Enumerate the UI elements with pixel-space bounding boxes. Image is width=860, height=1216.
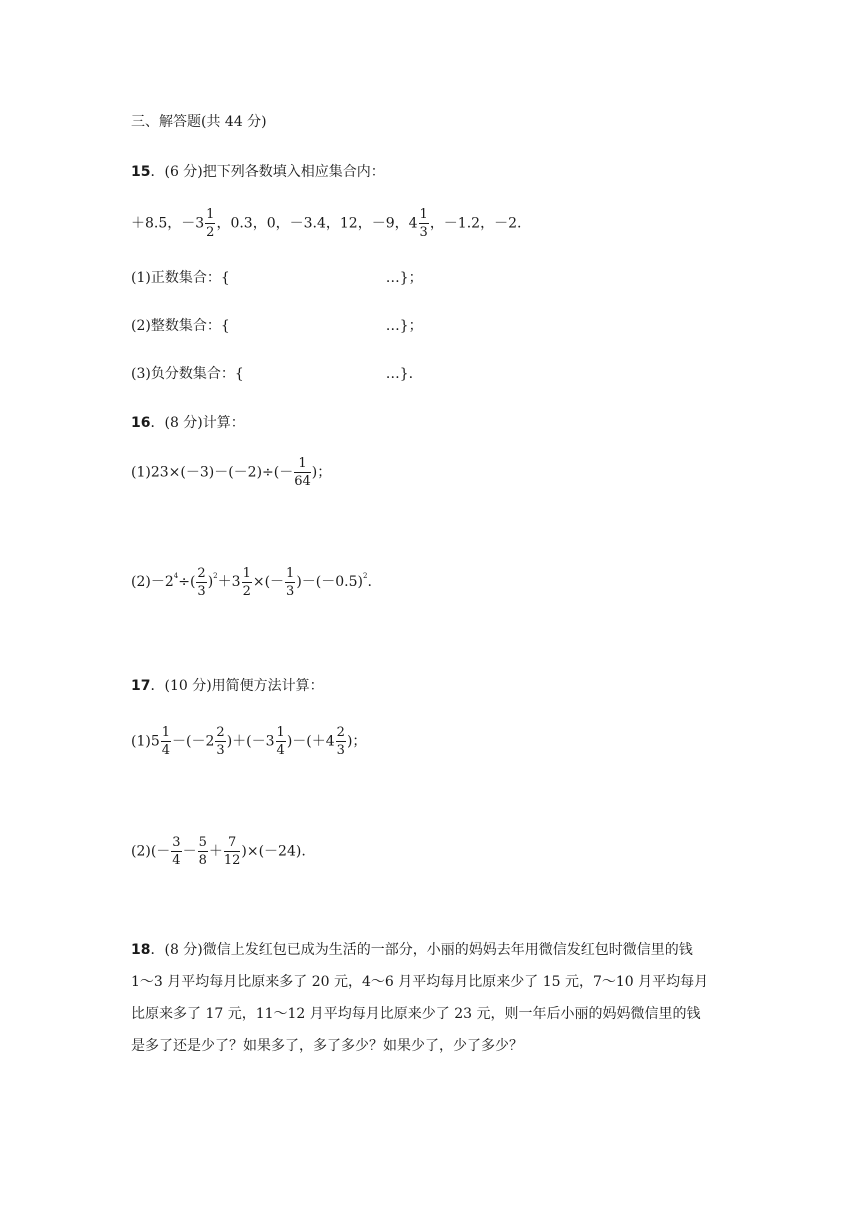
fraction (294, 457, 311, 488)
question-15-numbers (131, 208, 521, 239)
fraction-denominator: 3 (419, 225, 428, 240)
set-end: …}. (385, 366, 414, 382)
question-16-header (131, 413, 245, 433)
fraction-denominator: 12 (223, 853, 241, 868)
section-title: 三、解答题(共 44 分) (131, 114, 267, 130)
question-17-part-2 (131, 836, 306, 867)
expression-part: ＋3 (217, 574, 241, 590)
question-text: ．(8 分)微信上发红包已成为生活的一部分，小丽的妈妈去年用微信发红包时微信里的钱 (150, 942, 693, 958)
fraction-numerator: 2 (197, 565, 206, 581)
expression-part: ÷( (178, 574, 196, 590)
fraction-numerator: 1 (242, 565, 251, 581)
expression-part: )×(－24). (241, 843, 306, 860)
question-15-header (131, 162, 385, 182)
fraction-denominator: 3 (216, 743, 225, 758)
set-integer (131, 316, 423, 336)
expression-part: )＋(－3 (226, 733, 275, 750)
fraction-numerator: 1 (206, 207, 215, 222)
expression-part: )－(－0.5) (296, 574, 363, 590)
fraction (336, 726, 346, 757)
fraction (196, 567, 206, 598)
fraction (205, 208, 215, 239)
fraction (242, 567, 252, 598)
exponent: 2 (213, 572, 218, 580)
expression-part: － (182, 843, 197, 860)
fraction (276, 726, 286, 757)
fraction (215, 726, 225, 757)
fraction-numerator: 1 (161, 725, 171, 740)
fraction-denominator: 2 (206, 225, 215, 240)
set-end: …}； (385, 270, 423, 286)
fraction (171, 836, 181, 867)
expression-part: (1)5 (131, 733, 160, 750)
expression-part: (2)－2 (131, 574, 174, 590)
exponent: 2 (362, 572, 368, 580)
expression-part: )； (346, 733, 367, 750)
fraction-denominator: 4 (276, 743, 285, 758)
fraction-numerator: 1 (286, 565, 295, 581)
fraction-denominator: 3 (197, 583, 206, 599)
question-number: 17 (131, 678, 151, 694)
number-list-part: ，0.3，0，－3.4，12，－9，4 (216, 215, 418, 232)
set-label: (1)正数集合：{ (131, 270, 230, 286)
set-label: (3)负分数集合：{ (131, 366, 244, 382)
fraction-numerator: 1 (419, 207, 428, 222)
expression-part: (1)23×(－3)－(－2)÷(－ (131, 464, 294, 481)
expression-part: ×(－ (252, 574, 285, 590)
question-18-line-1 (131, 934, 731, 966)
fraction-numerator: 1 (294, 457, 311, 473)
set-negative-fraction (131, 364, 413, 384)
expression-part: ＋ (208, 843, 223, 860)
question-text: ．(8 分)计算： (150, 415, 245, 431)
fraction-denominator: 4 (161, 743, 171, 758)
expression-part: . (367, 574, 372, 590)
fraction-numerator: 2 (216, 725, 225, 740)
expression-part: (2)(－ (131, 843, 171, 860)
question-16-part-1 (131, 457, 331, 488)
set-label: (2)整数集合：{ (131, 318, 230, 334)
question-18-line-2: 1～3 月平均每月比原来多了 20 元，4～6 月平均每月比原来少了 15 元，7～10 月平均每月 (131, 974, 709, 990)
fraction-denominator: 8 (198, 853, 207, 868)
set-positive (131, 268, 423, 288)
question-text: ．(6 分)把下列各数填入相应集合内： (150, 164, 385, 180)
question-number: 16 (131, 415, 151, 431)
set-end: …}； (385, 318, 423, 334)
question-18-line-4: 是多了还是少了？如果多了，多了多少？如果少了，少了多少？ (131, 1038, 523, 1054)
fraction-denominator: 64 (294, 474, 311, 489)
fraction-numerator: 5 (198, 835, 207, 850)
question-16-part-2 (131, 566, 372, 598)
fraction-denominator: 3 (286, 583, 295, 599)
question-17-header (131, 676, 324, 696)
expression-part: －(－2 (172, 733, 215, 750)
question-number: 15 (131, 164, 151, 180)
fraction (198, 836, 208, 867)
fraction (161, 726, 171, 757)
fraction-numerator: 3 (172, 835, 181, 850)
fraction-denominator: 2 (242, 583, 251, 599)
fraction-numerator: 2 (336, 725, 345, 740)
number-list-part: ＋8.5，－3 (131, 215, 205, 232)
question-text: ．(10 分)用简便方法计算： (150, 678, 324, 694)
question-number: 18 (131, 942, 151, 958)
fraction (419, 208, 429, 239)
number-list-part: ，－1.2，－2. (429, 215, 522, 232)
expression-part: )； (311, 464, 332, 481)
fraction (224, 836, 241, 867)
fraction (285, 567, 295, 598)
expression-part: )－(＋4 (286, 733, 335, 750)
question-18-line-3: 比原来多了 17 元，11～12 月平均每月比原来少了 23 元，则一年后小丽的妈妈微信里的钱 (131, 1006, 701, 1022)
expression-part: ) (207, 574, 214, 590)
question-17-part-1 (131, 726, 366, 757)
question-18 (131, 934, 731, 1062)
fraction-denominator: 4 (172, 853, 181, 868)
exponent: 4 (173, 572, 179, 580)
fraction-numerator: 1 (276, 725, 285, 740)
fraction-numerator: 7 (224, 836, 241, 852)
fraction-denominator: 3 (336, 743, 345, 758)
